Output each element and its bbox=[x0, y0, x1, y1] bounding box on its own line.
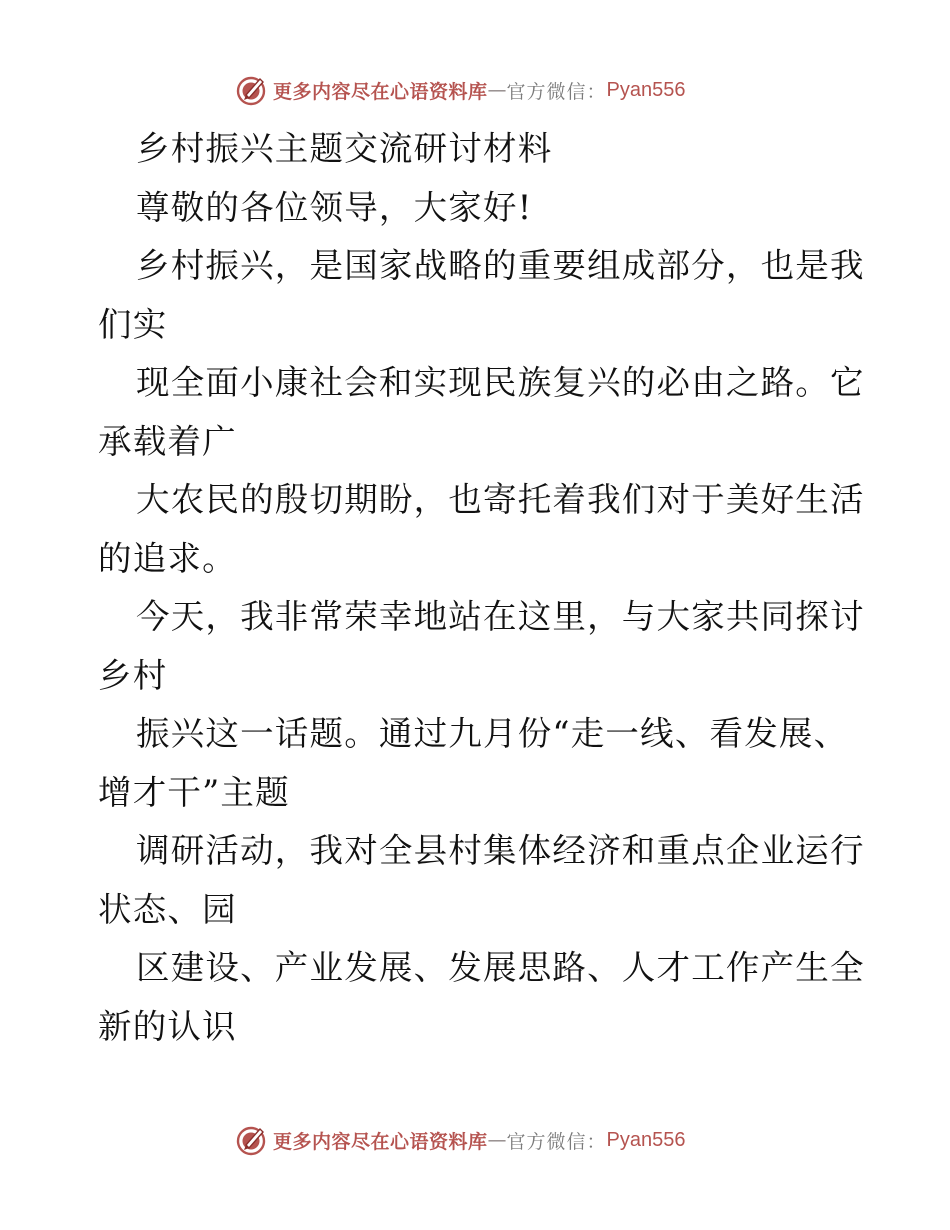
text-line: 调研活动，我对全县村集体经济和重点企业运行 bbox=[136, 831, 865, 870]
banner-dash: — bbox=[487, 1129, 507, 1151]
text-line: 新的认识 bbox=[98, 1006, 237, 1046]
text-line: 乡村 bbox=[98, 655, 168, 695]
pen-seal-logo-icon bbox=[235, 73, 269, 107]
banner-wechat-label: 官方微信： bbox=[506, 80, 607, 103]
header-banner bbox=[235, 72, 686, 108]
banner-dash: — bbox=[487, 79, 507, 101]
footer-banner bbox=[235, 1122, 686, 1158]
text-line: 今天，我非常荣幸地站在这里，与大家共同探讨 bbox=[136, 597, 865, 636]
document-body bbox=[98, 120, 865, 1056]
text-line: 承载着广 bbox=[98, 421, 237, 461]
text-line: 增才干”主题 bbox=[98, 772, 290, 812]
text-line: 区建设、产业发展、发展思路、人才工作产生全 bbox=[136, 948, 865, 987]
text-line: 们实 bbox=[98, 304, 168, 344]
text-line: 状态、园 bbox=[98, 889, 237, 929]
text-line: 乡村振兴，是国家战略的重要组成部分，也是我 bbox=[136, 246, 865, 285]
text-line: 乡村振兴主题交流研讨材料 bbox=[136, 129, 553, 168]
text-line: 尊敬的各位领导，大家好! bbox=[136, 187, 533, 227]
text-line: 的追求。 bbox=[98, 538, 237, 578]
banner-wechat-id: Pyan556 bbox=[606, 78, 686, 101]
text-line: 振兴这一话题。通过九月份“走一线、看发展、 bbox=[136, 714, 849, 753]
text-line: 现全面小康社会和实现民族复兴的必由之路。它 bbox=[136, 363, 865, 402]
banner-main-text: 更多内容尽在心语资料库 bbox=[273, 80, 488, 103]
banner-wechat-id: Pyan556 bbox=[606, 1128, 686, 1151]
banner-wechat-label: 官方微信： bbox=[506, 1130, 607, 1153]
pen-seal-logo-icon bbox=[235, 1123, 269, 1157]
banner-main-text: 更多内容尽在心语资料库 bbox=[273, 1130, 488, 1153]
text-line: 大农民的殷切期盼，也寄托着我们对于美好生活 bbox=[136, 480, 865, 519]
